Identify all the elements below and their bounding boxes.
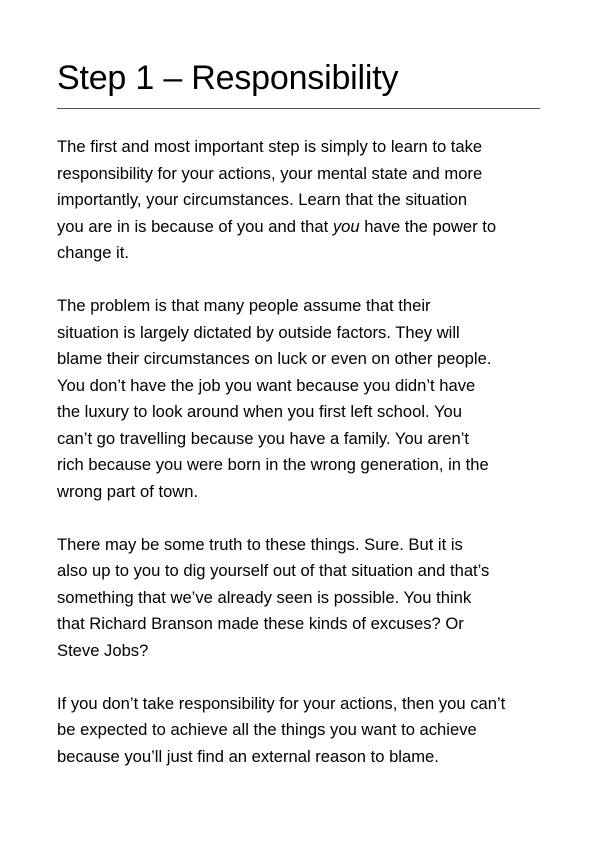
paragraph-line: change it. (57, 243, 129, 262)
document-page (57, 0, 541, 770)
emphasis-text: you (332, 216, 360, 236)
page-title: Step 1 – Responsibility (57, 59, 399, 97)
paragraph-4 (57, 691, 541, 771)
text-run: have the power to (359, 216, 497, 236)
text-run: you are in is because of you and that (57, 216, 333, 236)
paragraph-3 (57, 532, 541, 665)
paragraph-line: also up to you to dig yourself out of that situation and that’s (57, 561, 490, 580)
paragraph-line: importantly, your circumstances. Learn that the situation (57, 190, 468, 209)
paragraph-line: There may be some truth to these things. Sure. But it is (57, 534, 463, 554)
paragraph-line: can’t go travelling because you have a family. You aren’t (57, 428, 470, 448)
paragraph-line: that Richard Branson made these kinds of excuses? Or (57, 614, 464, 633)
paragraph-line: If you don’t take responsibility for your actions, then you can’t (57, 693, 506, 713)
paragraph-line: The first and most important step is simply to learn to take (57, 137, 483, 156)
paragraph-line: responsibility for your actions, your mental state and more (57, 163, 483, 183)
paragraph-line: something that we’ve already seen is possible. You think (57, 587, 472, 607)
paragraph-line: You don’t have the job you want because you didn’t have (57, 375, 476, 395)
document-body (57, 134, 541, 770)
paragraph-line: because you’ll just find an external reason to blame. (57, 746, 439, 766)
title-divider (57, 108, 540, 109)
paragraph-2 (57, 293, 541, 505)
paragraph-line (57, 214, 541, 241)
paragraph-line: blame their circumstances on luck or even on other people. (57, 349, 492, 368)
paragraph-line: Steve Jobs? (57, 640, 149, 660)
paragraph-1 (57, 134, 541, 267)
paragraph-line: rich because you were born in the wrong generation, in the (57, 455, 489, 474)
paragraph-line: wrong part of town. (57, 481, 199, 501)
paragraph-line: the luxury to look around when you first left school. You (57, 402, 462, 421)
paragraph-line: be expected to achieve all the things you want to achieve (57, 720, 477, 739)
paragraph-line: The problem is that many people assume that their (57, 296, 431, 315)
paragraph-line: situation is largely dictated by outside factors. They will (57, 322, 460, 342)
